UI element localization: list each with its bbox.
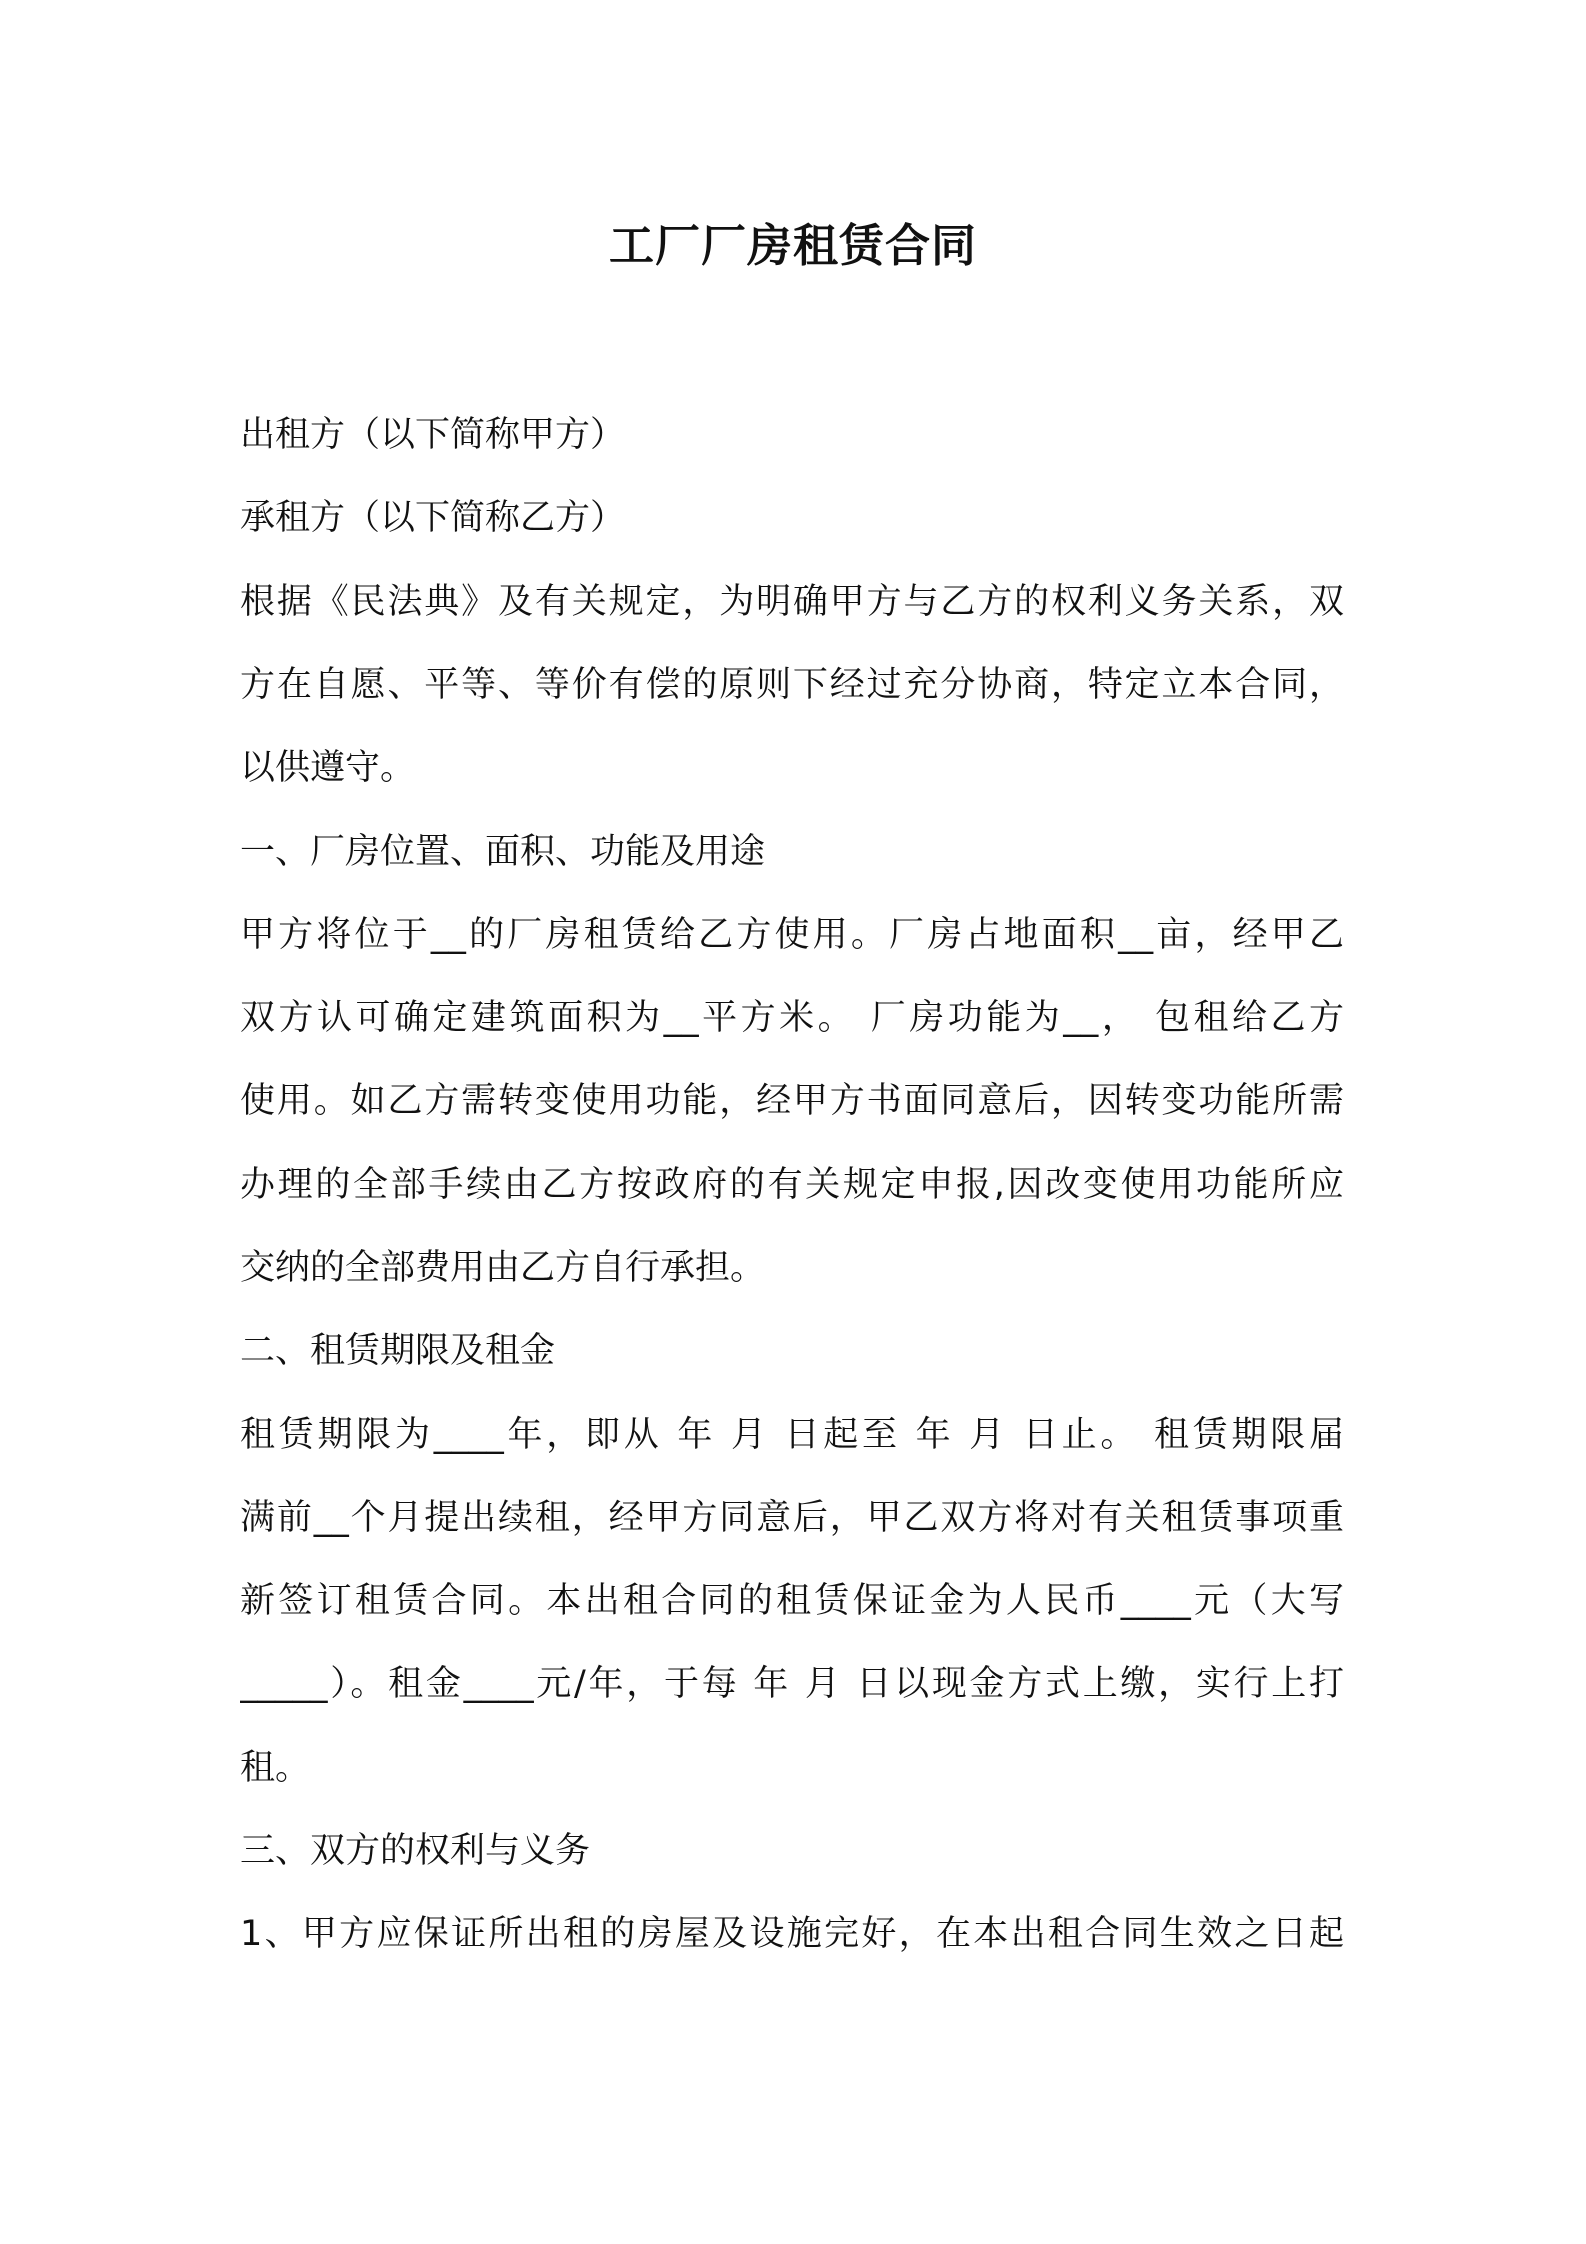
section-1-line: 使用。如乙方需转变使用功能，经甲方书面同意后，因转变功能所需	[240, 1081, 1344, 1121]
section-2-line: 租。	[240, 1748, 311, 1788]
preamble-line: 以供遵守。	[240, 748, 416, 788]
section-3-heading: 三、双方的权利与义务	[240, 1831, 591, 1871]
section-3-line: 1、甲方应保证所出租的房屋及设施完好，在本出租合同生效之日起	[240, 1914, 1344, 1954]
section-1-line: 交纳的全部费用由乙方自行承担。	[240, 1248, 766, 1288]
section-1-line: 办理的全部手续由乙方按政府的有关规定申报,因改变使用功能所应	[240, 1165, 1344, 1205]
section-2-line: _____）。租金____元/年，于每 年 月 日以现金方式上缴，实行上打	[240, 1664, 1344, 1704]
section-2-line: 租赁期限为____年，即从 年 月 日起至 年 月 日止。 租赁期限届	[240, 1415, 1344, 1455]
preamble-line: 根据《民法典》及有关规定，为明确甲方与乙方的权利义务关系，双	[240, 582, 1344, 622]
section-2-heading: 二、租赁期限及租金	[240, 1331, 556, 1371]
section-1-line: 双方认可确定建筑面积为__平方米。 厂房功能为__， 包租给乙方	[240, 998, 1344, 1038]
section-2-line: 新签订租赁合同。本出租合同的租赁保证金为人民币____元（大写	[240, 1581, 1344, 1621]
section-1-heading: 一、厂房位置、面积、功能及用途	[240, 832, 766, 872]
section-2-line: 满前__个月提出续租，经甲方同意后，甲乙双方将对有关租赁事项重	[240, 1498, 1344, 1538]
section-1-line: 甲方将位于__的厂房租赁给乙方使用。厂房占地面积__亩，经甲乙	[240, 915, 1344, 955]
document-title: 工厂厂房租赁合同	[608, 219, 977, 272]
preamble-line: 方在自愿、平等、等价有偿的原则下经过充分协商，特定立本合同，	[240, 665, 1344, 705]
lessor-line: 出租方（以下简称甲方）	[240, 415, 626, 455]
lessee-line: 承租方（以下简称乙方）	[240, 498, 626, 538]
